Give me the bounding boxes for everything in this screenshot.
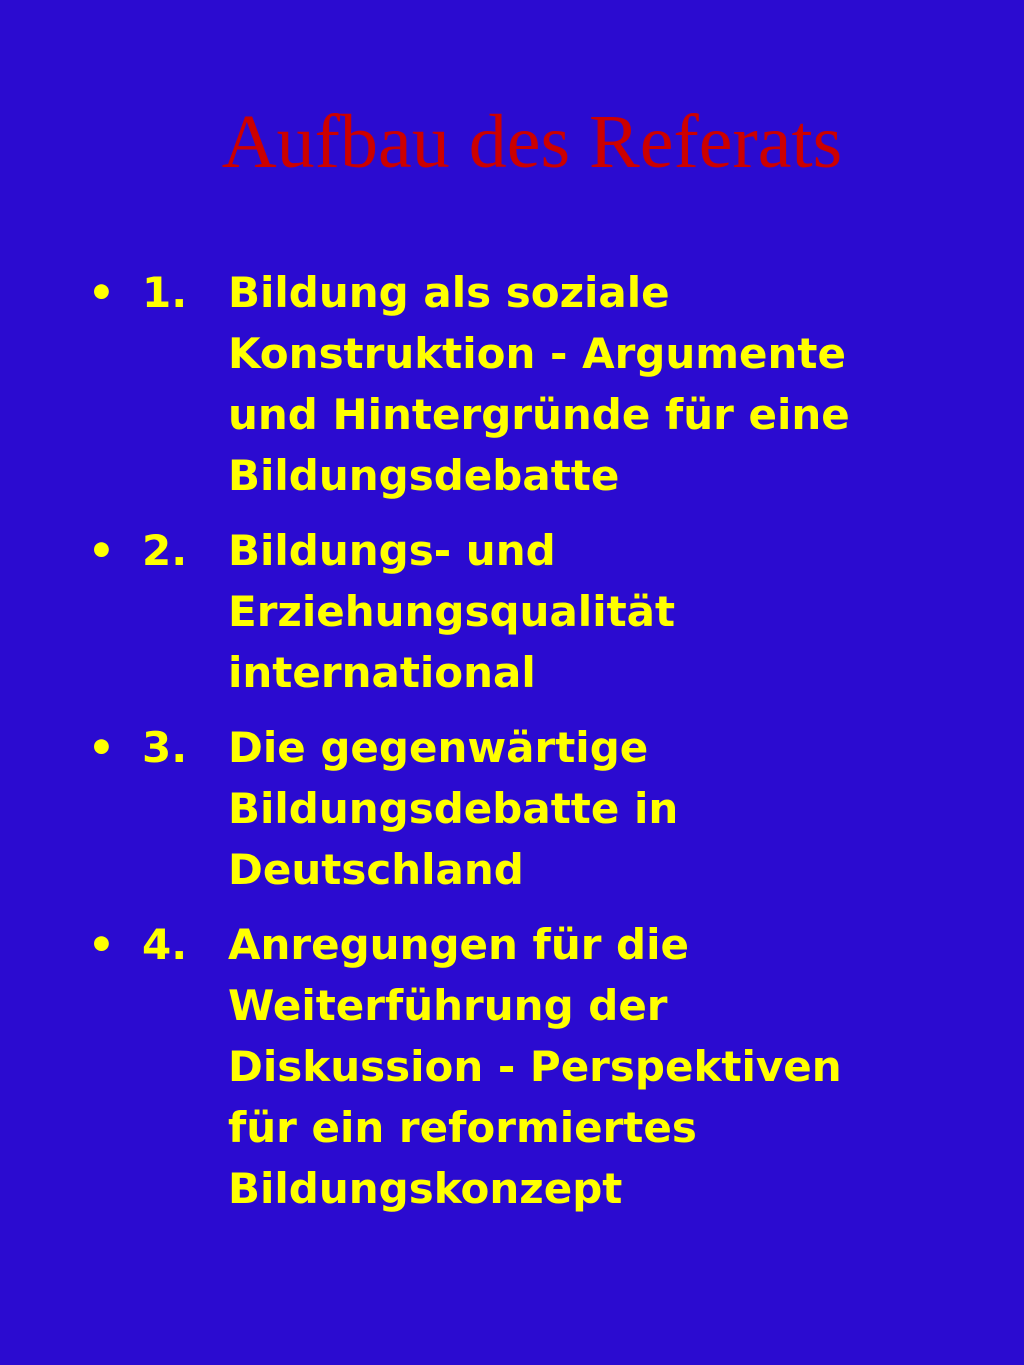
item-text-line: Diskussion - Perspektiven (228, 1042, 842, 1091)
item-text-line: international (228, 648, 536, 697)
item-number: 2. (142, 526, 188, 575)
item-text (228, 914, 948, 1219)
item-text-line: Konstruktion - Argumente (228, 329, 846, 378)
item-text-line: Bildung als soziale (228, 268, 670, 317)
item-number: 1. (142, 268, 188, 317)
item-text-line: und Hintergründe für eine (228, 390, 850, 439)
item-text (228, 262, 948, 506)
item-text-line: Erziehungsqualität (228, 587, 676, 636)
item-text-line: Anregungen für die (228, 920, 689, 969)
bullet-icon: • (88, 268, 115, 317)
agenda-list (88, 262, 988, 1233)
item-text-line: Die gegenwärtige (228, 723, 649, 772)
item-text-line: Bildungs- und (228, 526, 556, 575)
slide-title: Aufbau des Referats (221, 100, 843, 184)
agenda-item-1 (88, 262, 988, 506)
agenda-item-2 (88, 520, 988, 703)
item-text-line: Bildungskonzept (228, 1164, 623, 1213)
agenda-item-4 (88, 914, 988, 1219)
item-text-line: Weiterführung der (228, 981, 668, 1030)
bullet-icon: • (88, 526, 115, 575)
item-text-line: für ein reformiertes (228, 1103, 697, 1152)
item-text (228, 717, 948, 900)
item-text (228, 520, 948, 703)
item-text-line: Bildungsdebatte (228, 451, 620, 500)
bullet-icon: • (88, 920, 115, 969)
bullet-icon: • (88, 723, 115, 772)
item-number: 4. (142, 920, 188, 969)
item-number: 3. (142, 723, 188, 772)
item-text-line: Deutschland (228, 845, 524, 894)
item-text-line: Bildungsdebatte in (228, 784, 679, 833)
agenda-item-3 (88, 717, 988, 900)
